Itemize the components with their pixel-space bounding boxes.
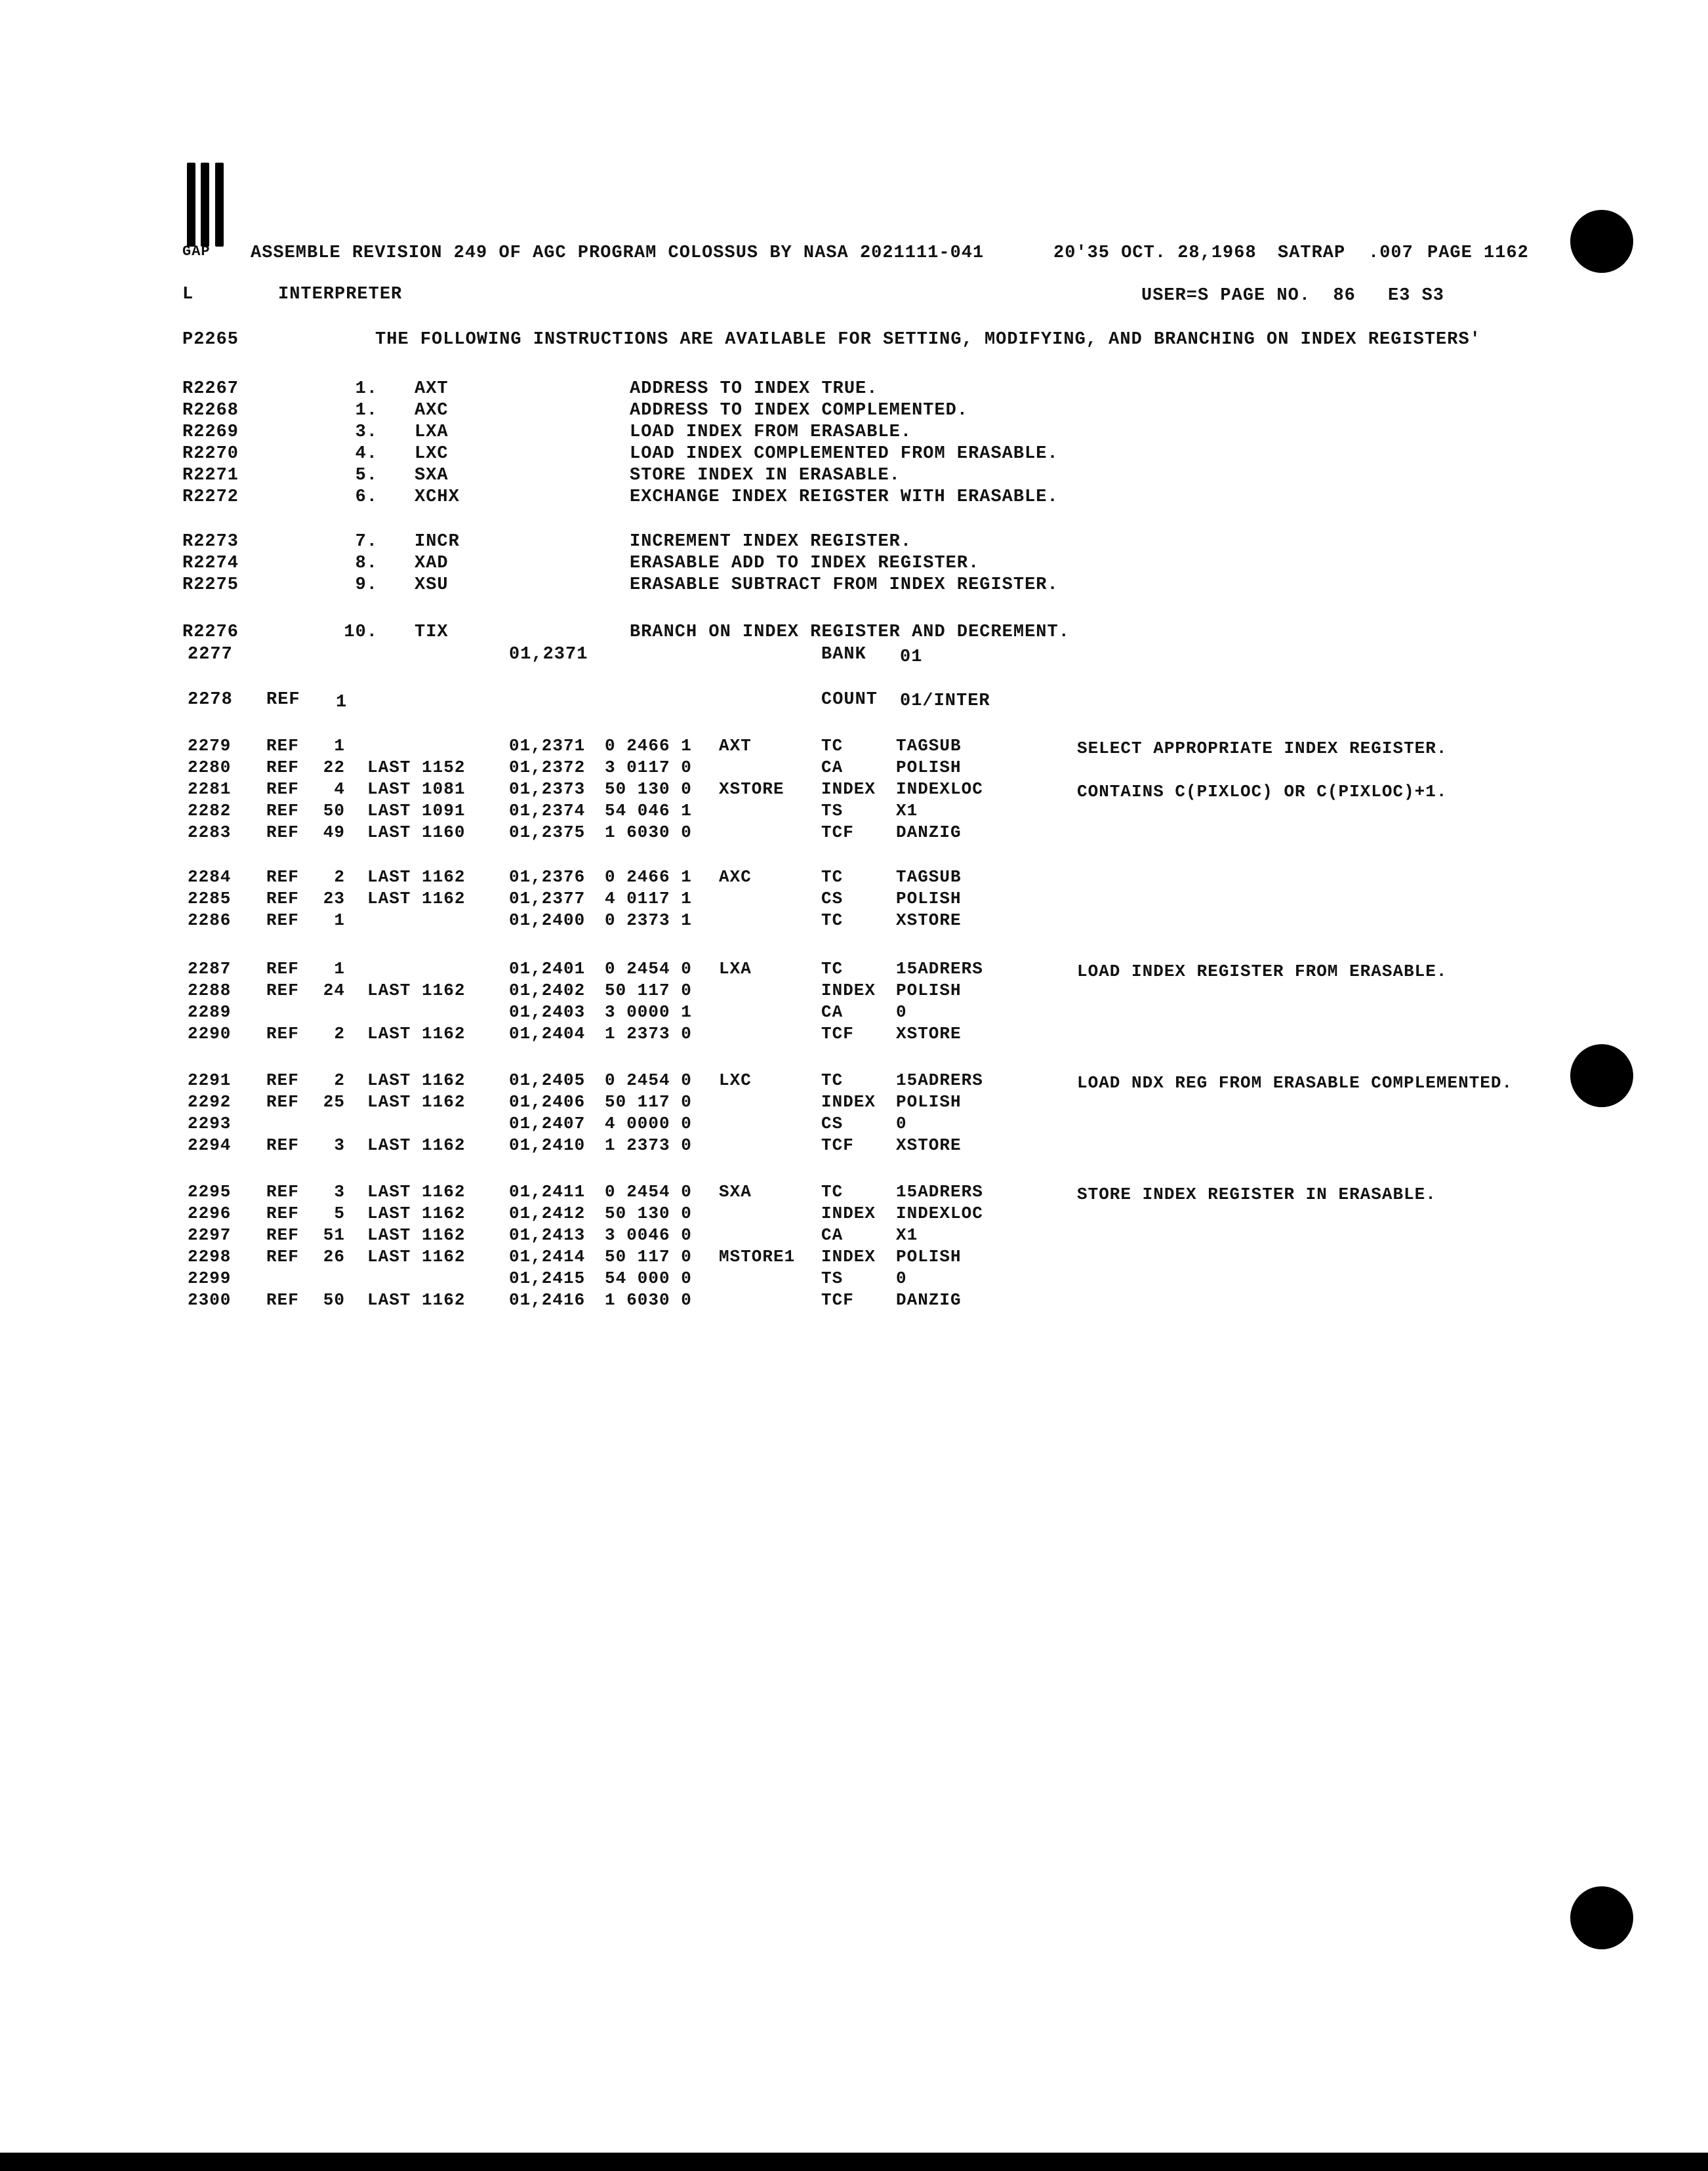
operand: 0 — [896, 1268, 907, 1288]
symbol-label: LXA — [719, 959, 752, 979]
operand: POLISH — [896, 1092, 962, 1112]
ref-tag: REF — [266, 1204, 299, 1223]
opcode: TS — [821, 801, 844, 821]
line-number: 2279 — [188, 736, 232, 756]
octal-code: 4 0117 1 — [605, 889, 692, 908]
ref-tag: REF — [266, 758, 299, 777]
operand: 15ADRERS — [896, 959, 983, 979]
instruction-ref: R2274 — [182, 554, 239, 573]
ref-count: 49 — [323, 822, 345, 842]
octal-code: 3 0000 1 — [605, 1002, 692, 1022]
last-ref: LAST 1162 — [367, 1092, 466, 1112]
last-ref: LAST 1162 — [367, 1182, 466, 1202]
intro-ref: P2265 — [182, 330, 239, 350]
octal-code: 50 117 0 — [605, 1247, 692, 1267]
ref-count: 22 — [323, 758, 345, 777]
ref-count: 50 — [323, 801, 345, 821]
opcode: TCF — [821, 822, 854, 842]
operand: X1 — [896, 801, 918, 821]
instruction-mnemonic: LXA — [415, 422, 449, 442]
ref-tag: REF — [266, 1135, 299, 1155]
last-ref: LAST 1162 — [367, 1024, 466, 1044]
ref-count: 1 — [334, 959, 345, 979]
instruction-mnemonic: AXT — [415, 379, 449, 399]
instruction-ref: R2267 — [182, 379, 239, 399]
ref-count: 5 — [334, 1204, 345, 1223]
instruction-description: ADDRESS TO INDEX TRUE. — [630, 379, 878, 399]
memory-address: 01,2372 — [509, 758, 586, 777]
octal-code: 50 130 0 — [605, 779, 692, 799]
memory-address: 01,2414 — [509, 1247, 586, 1267]
line-number: 2300 — [188, 1290, 232, 1310]
last-ref: LAST 1162 — [367, 981, 466, 1000]
ref-tag: REF — [266, 1024, 299, 1044]
octal-code: 4 0000 0 — [605, 1114, 692, 1133]
line-number: 2298 — [188, 1247, 232, 1267]
ref-count: 1 — [334, 910, 345, 930]
ref-tag: REF — [266, 1092, 299, 1112]
memory-address: 01,2406 — [509, 1092, 586, 1112]
line-number: 2288 — [188, 981, 232, 1000]
instruction-number: 4. — [355, 444, 378, 464]
octal-code: 54 046 1 — [605, 801, 692, 821]
line-number: 2283 — [188, 822, 232, 842]
operand: TAGSUB — [896, 736, 962, 756]
operand: 0 — [896, 1114, 907, 1133]
memory-address: 01,2373 — [509, 779, 586, 799]
last-ref: LAST 1162 — [367, 1204, 466, 1223]
operand: XSTORE — [896, 1024, 962, 1044]
count-operand: 01/INTER — [900, 691, 990, 711]
line-number: 2280 — [188, 758, 232, 777]
octal-code: 1 2373 0 — [605, 1024, 692, 1044]
opcode: CA — [821, 1225, 844, 1245]
last-ref: LAST 1162 — [367, 889, 466, 908]
opcode: TC — [821, 1182, 844, 1202]
octal-code: 0 2454 0 — [605, 959, 692, 979]
comment: STORE INDEX REGISTER IN ERASABLE. — [1077, 1185, 1436, 1204]
last-ref: LAST 1162 — [367, 1135, 466, 1155]
last-ref: LAST 1162 — [367, 1070, 466, 1090]
line-number: 2287 — [188, 959, 232, 979]
line-number: 2281 — [188, 779, 232, 799]
instruction-description: STORE INDEX IN ERASABLE. — [630, 466, 901, 485]
memory-address: 01,2411 — [509, 1182, 586, 1202]
line-number: 2284 — [188, 867, 232, 887]
bank-operand: 01 — [900, 647, 923, 667]
header-ids: E3 S3 — [1388, 286, 1445, 306]
ref-tag: REF — [266, 822, 299, 842]
ref-count: 3 — [334, 1135, 345, 1155]
ref-tag: REF — [266, 779, 299, 799]
memory-address: 01,2405 — [509, 1070, 586, 1090]
header-title: ASSEMBLE REVISION 249 OF AGC PROGRAM COLOSSUS BY NASA 2021111-041 — [251, 243, 985, 263]
octal-code: 3 0046 0 — [605, 1225, 692, 1245]
instruction-description: EXCHANGE INDEX REIGSTER WITH ERASABLE. — [630, 487, 1059, 507]
line-number: 2286 — [188, 910, 232, 930]
memory-address: 01,2371 — [509, 736, 586, 756]
ref-count: 24 — [323, 981, 345, 1000]
operand: 15ADRERS — [896, 1070, 983, 1090]
opcode: TCF — [821, 1024, 854, 1044]
operand: 0 — [896, 1002, 907, 1022]
opcode: CA — [821, 758, 844, 777]
operand: XSTORE — [896, 1135, 962, 1155]
last-ref: LAST 1162 — [367, 1225, 466, 1245]
line-number: 2282 — [188, 801, 232, 821]
instruction-number: 3. — [355, 422, 378, 442]
line-number: 2290 — [188, 1024, 232, 1044]
instruction-number: 1. — [355, 379, 378, 399]
ref-tag: REF — [266, 1182, 299, 1202]
comment: LOAD INDEX REGISTER FROM ERASABLE. — [1077, 962, 1448, 981]
instruction-description: LOAD INDEX FROM ERASABLE. — [630, 422, 912, 442]
opcode: TCF — [821, 1290, 854, 1310]
ref-tag: REF — [266, 867, 299, 887]
instruction-ref: R2271 — [182, 466, 239, 485]
memory-address: 01,2410 — [509, 1135, 586, 1155]
instruction-mnemonic: LXC — [415, 444, 449, 464]
octal-code: 0 2466 1 — [605, 736, 692, 756]
ref-tag: REF — [266, 801, 299, 821]
instruction-number: 1. — [355, 401, 378, 420]
memory-address: 01,2401 — [509, 959, 586, 979]
section-title: INTERPRETER — [278, 285, 403, 304]
line-number: 2294 — [188, 1135, 232, 1155]
ref-count: 2 — [334, 1070, 345, 1090]
octal-code: 1 2373 0 — [605, 1135, 692, 1155]
ref-tag: REF — [266, 910, 299, 930]
instruction-description: ERASABLE SUBTRACT FROM INDEX REGISTER. — [630, 575, 1059, 595]
instruction-number: 7. — [355, 532, 378, 552]
line-number: 2278 — [188, 690, 233, 710]
bank-opcode: BANK — [821, 645, 866, 664]
ref-tag: REF — [266, 1247, 299, 1267]
memory-address: 01,2412 — [509, 1204, 586, 1223]
memory-address: 01,2376 — [509, 867, 586, 887]
memory-address: 01,2377 — [509, 889, 586, 908]
last-ref: LAST 1160 — [367, 822, 466, 842]
octal-code: 1 6030 0 — [605, 822, 692, 842]
line-number: 2285 — [188, 889, 232, 908]
instruction-mnemonic: XCHX — [415, 487, 460, 507]
octal-code: 50 130 0 — [605, 1204, 692, 1223]
symbol-label: LXC — [719, 1070, 752, 1090]
memory-address: 01,2402 — [509, 981, 586, 1000]
ref-tag: REF — [266, 1225, 299, 1245]
line-number: 2293 — [188, 1114, 232, 1133]
instruction-ref: R2270 — [182, 444, 239, 464]
ref-count: 51 — [323, 1225, 345, 1245]
operand: DANZIG — [896, 1290, 962, 1310]
memory-address: 01,2374 — [509, 801, 586, 821]
opcode: INDEX — [821, 1247, 876, 1267]
instruction-number: 10. — [344, 622, 378, 642]
octal-code: 0 2454 0 — [605, 1070, 692, 1090]
printer-mark-bar — [201, 163, 209, 247]
user-page: USER=S PAGE NO. 86 — [1141, 286, 1356, 306]
octal-code: 3 0117 0 — [605, 758, 692, 777]
instruction-ref: R2269 — [182, 422, 239, 442]
line-number: 2295 — [188, 1182, 232, 1202]
line-number: 2296 — [188, 1204, 232, 1223]
line-number: 2297 — [188, 1225, 232, 1245]
instruction-description: INCREMENT INDEX REGISTER. — [630, 532, 912, 552]
octal-code: 0 2373 1 — [605, 910, 692, 930]
instruction-ref: R2272 — [182, 487, 239, 507]
last-ref: LAST 1162 — [367, 867, 466, 887]
operand: XSTORE — [896, 910, 962, 930]
instruction-number: 6. — [355, 487, 378, 507]
header-system: SATRAP — [1278, 243, 1346, 263]
instruction-description: ADDRESS TO INDEX COMPLEMENTED. — [630, 401, 969, 420]
memory-address: 01,2400 — [509, 910, 586, 930]
ref-count: 2 — [334, 1024, 345, 1044]
ref-count: 1 — [336, 693, 348, 712]
binder-hole — [1570, 210, 1633, 273]
instruction-description: BRANCH ON INDEX REGISTER AND DECREMENT. — [630, 622, 1070, 642]
ref-count: 23 — [323, 889, 345, 908]
log-marker: L — [182, 285, 194, 304]
last-ref: LAST 1091 — [367, 801, 466, 821]
instruction-ref: R2276 — [182, 622, 239, 642]
bank-address: 01,2371 — [509, 645, 588, 664]
memory-address: 01,2404 — [509, 1024, 586, 1044]
ref-tag: REF — [266, 1290, 299, 1310]
operand: TAGSUB — [896, 867, 962, 887]
instruction-mnemonic: XSU — [415, 575, 449, 595]
ref-tag: REF — [266, 959, 299, 979]
ref-count: 26 — [323, 1247, 345, 1267]
line-number: 2299 — [188, 1268, 232, 1288]
instruction-mnemonic: XAD — [415, 554, 449, 573]
count-opcode: COUNT — [821, 690, 878, 710]
operand: INDEXLOC — [896, 779, 983, 799]
memory-address: 01,2416 — [509, 1290, 586, 1310]
instruction-ref: R2273 — [182, 532, 239, 552]
instruction-mnemonic: AXC — [415, 401, 449, 420]
opcode: TCF — [821, 1135, 854, 1155]
operand: POLISH — [896, 889, 962, 908]
ref-count: 25 — [323, 1092, 345, 1112]
instruction-number: 9. — [355, 575, 378, 595]
ref-count: 4 — [334, 779, 345, 799]
binder-hole — [1570, 1044, 1633, 1107]
memory-address: 01,2415 — [509, 1268, 586, 1288]
last-ref: LAST 1162 — [367, 1247, 466, 1267]
operand: X1 — [896, 1225, 918, 1245]
last-ref: LAST 1081 — [367, 779, 466, 799]
instruction-number: 5. — [355, 466, 378, 485]
header-mark: GAP — [182, 243, 211, 260]
opcode: TC — [821, 959, 844, 979]
ref-count: 1 — [334, 736, 345, 756]
ref-tag: REF — [266, 981, 299, 1000]
opcode: TC — [821, 867, 844, 887]
instruction-ref: R2268 — [182, 401, 239, 420]
opcode: CA — [821, 1002, 844, 1022]
printer-mark-bar — [215, 163, 224, 247]
comment: CONTAINS C(PIXLOC) OR C(PIXLOC)+1. — [1077, 782, 1448, 801]
symbol-label: MSTORE1 — [719, 1247, 796, 1267]
line-number: 2291 — [188, 1070, 232, 1090]
line-number: 2292 — [188, 1092, 232, 1112]
opcode: TS — [821, 1268, 844, 1288]
opcode: INDEX — [821, 1204, 876, 1223]
ref-count: 3 — [334, 1182, 345, 1202]
operand: DANZIG — [896, 822, 962, 842]
line-number: 2277 — [188, 645, 233, 664]
octal-code: 0 2466 1 — [605, 867, 692, 887]
instruction-description: LOAD INDEX COMPLEMENTED FROM ERASABLE. — [630, 444, 1059, 464]
ref-tag: REF — [266, 690, 300, 710]
header-timestamp: 20'35 OCT. 28,1968 — [1053, 243, 1257, 263]
symbol-label: SXA — [719, 1182, 752, 1202]
opcode: TC — [821, 736, 844, 756]
comment: SELECT APPROPRIATE INDEX REGISTER. — [1077, 739, 1448, 758]
ref-tag: REF — [266, 736, 299, 756]
symbol-label: AXT — [719, 736, 752, 756]
ref-tag: REF — [266, 1070, 299, 1090]
opcode: INDEX — [821, 1092, 876, 1112]
operand: INDEXLOC — [896, 1204, 983, 1223]
header-code: .007 — [1368, 243, 1413, 263]
opcode: CS — [821, 1114, 844, 1133]
octal-code: 0 2454 0 — [605, 1182, 692, 1202]
instruction-number: 8. — [355, 554, 378, 573]
line-number: 2289 — [188, 1002, 232, 1022]
last-ref: LAST 1152 — [367, 758, 466, 777]
comment: LOAD NDX REG FROM ERASABLE COMPLEMENTED. — [1077, 1073, 1513, 1093]
opcode: INDEX — [821, 981, 876, 1000]
printer-mark-bar — [187, 163, 195, 247]
scan-edge — [0, 2153, 1708, 2171]
symbol-label: XSTORE — [719, 779, 784, 799]
intro-text: THE FOLLOWING INSTRUCTIONS ARE AVAILABLE FOR SETTING, MODIFYING, AND BRANCHING ON INDEX REGISTERS' — [375, 330, 1481, 350]
operand: POLISH — [896, 758, 962, 777]
instruction-description: ERASABLE ADD TO INDEX REGISTER. — [630, 554, 980, 573]
octal-code: 54 000 0 — [605, 1268, 692, 1288]
header-page: PAGE 1162 — [1427, 243, 1529, 263]
memory-address: 01,2375 — [509, 822, 586, 842]
opcode: INDEX — [821, 779, 876, 799]
memory-address: 01,2403 — [509, 1002, 586, 1022]
opcode: TC — [821, 1070, 844, 1090]
operand: POLISH — [896, 981, 962, 1000]
memory-address: 01,2413 — [509, 1225, 586, 1245]
octal-code: 1 6030 0 — [605, 1290, 692, 1310]
instruction-mnemonic: INCR — [415, 532, 460, 552]
octal-code: 50 117 0 — [605, 981, 692, 1000]
instruction-ref: R2275 — [182, 575, 239, 595]
opcode: CS — [821, 889, 844, 908]
binder-hole — [1570, 1886, 1633, 1949]
symbol-label: AXC — [719, 867, 752, 887]
ref-count: 50 — [323, 1290, 345, 1310]
operand: POLISH — [896, 1247, 962, 1267]
ref-count: 2 — [334, 867, 345, 887]
last-ref: LAST 1162 — [367, 1290, 466, 1310]
octal-code: 50 117 0 — [605, 1092, 692, 1112]
instruction-mnemonic: SXA — [415, 466, 449, 485]
operand: 15ADRERS — [896, 1182, 983, 1202]
ref-tag: REF — [266, 889, 299, 908]
instruction-mnemonic: TIX — [415, 622, 449, 642]
memory-address: 01,2407 — [509, 1114, 586, 1133]
opcode: TC — [821, 910, 844, 930]
